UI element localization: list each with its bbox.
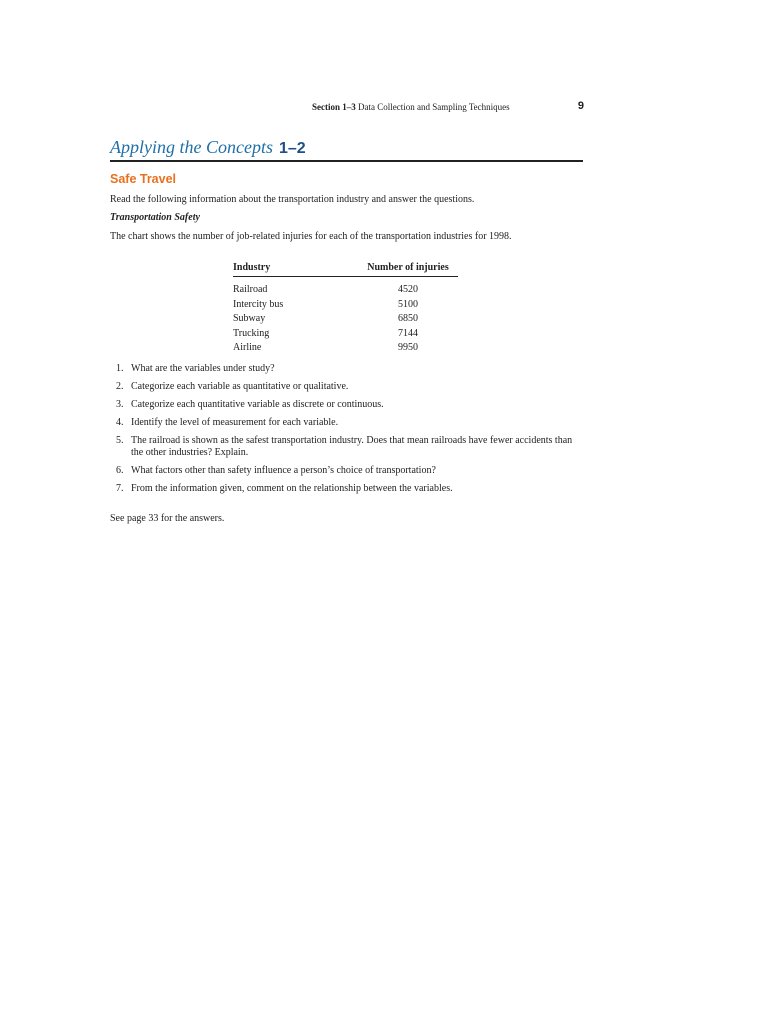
injuries-cell: 5100 [398, 298, 418, 310]
question-text: From the information given, comment on the relationship between the variables. [131, 483, 453, 494]
question-text: The railroad is shown as the safest transportation industry. Does that mean railroads have fewer accidents than the other industries? Explain. [131, 435, 573, 458]
question-number: 4. [116, 417, 124, 428]
industry-cell: Subway [233, 313, 266, 324]
question-number: 7. [116, 483, 124, 494]
answers-note: See page 33 for the answers. [110, 513, 225, 524]
industry-cell: Intercity bus [233, 298, 284, 310]
question-item [116, 363, 576, 375]
question-text: Categorize each quantitative variable as discrete or continuous. [131, 399, 384, 410]
question-item [116, 399, 576, 411]
injuries-cell: 6850 [398, 313, 418, 324]
page-header [312, 102, 584, 112]
question-item [116, 381, 576, 393]
question-list [116, 363, 576, 501]
table-row [233, 327, 458, 342]
concepts-title: Applying the Concepts [110, 137, 273, 157]
question-item [116, 465, 576, 477]
question-number: 3. [116, 399, 124, 410]
table-row [233, 312, 458, 327]
question-item [116, 435, 576, 459]
injuries-table [233, 262, 458, 356]
question-text: Categorize each variable as quantitative or qualitative. [131, 381, 349, 392]
industry-cell: Airline [233, 342, 262, 353]
question-item [116, 417, 576, 429]
industry-cell: Railroad [233, 284, 268, 295]
section-title: Data Collection and Sampling Techniques [358, 102, 510, 112]
page-number: 9 [577, 100, 584, 112]
question-number: 5. [116, 435, 124, 446]
question-text: What are the variables under study? [131, 363, 275, 374]
question-number: 2. [116, 381, 124, 392]
question-text: Identify the level of measurement for each variable. [131, 417, 339, 428]
table-row [233, 341, 458, 356]
industry-cell: Trucking [233, 327, 270, 339]
intro-text: Read the following information about the transportation industry and answer the questions. [110, 194, 475, 205]
column-header-industry: Industry [233, 262, 271, 273]
question-item [116, 483, 576, 495]
column-header-injuries: Number of injuries [367, 262, 449, 273]
table-header [233, 262, 458, 277]
question-number: 6. [116, 465, 124, 476]
table-row [233, 298, 458, 313]
description-text: The chart shows the number of job-related injuries for each of the transportation industries for 1998. [110, 231, 512, 242]
table-row [233, 283, 458, 298]
question-text: What factors other than safety influence a person’s choice of transportation? [131, 465, 436, 476]
question-number: 1. [116, 363, 124, 374]
injuries-cell: 7144 [398, 327, 418, 339]
injuries-cell: 9950 [398, 342, 418, 353]
concepts-number: 1–2 [278, 140, 306, 157]
injuries-cell: 4520 [398, 284, 418, 295]
applying-concepts-banner [110, 137, 583, 162]
section-label: Section 1–3 [312, 102, 356, 112]
section-heading: Safe Travel [110, 172, 177, 186]
subheading: Transportation Safety [110, 212, 200, 223]
